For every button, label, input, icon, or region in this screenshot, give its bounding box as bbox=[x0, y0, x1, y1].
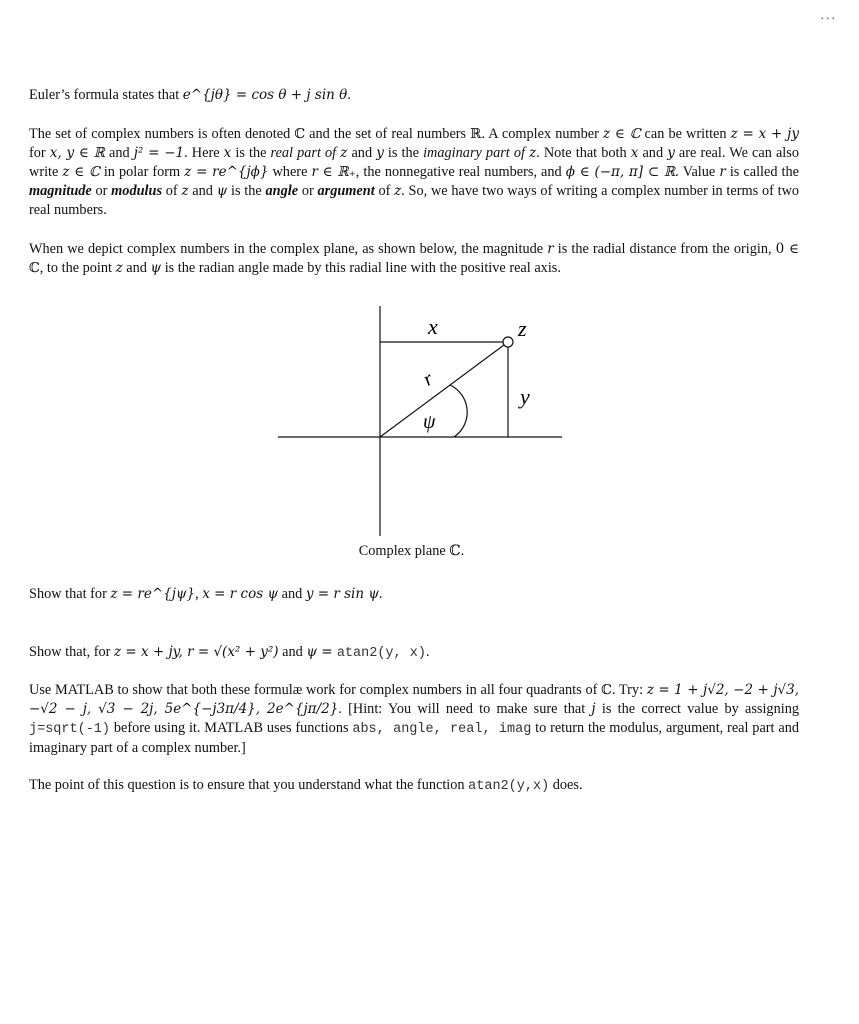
text: where bbox=[268, 164, 312, 180]
text: . So, we have two ways of writing a complex number in terms of two real numbers. bbox=[29, 183, 800, 218]
text: When we depict complex numbers in the complex plane, as shown below, the magnitude bbox=[29, 241, 548, 257]
text: Show that, for bbox=[29, 644, 114, 660]
math: z bbox=[340, 145, 348, 161]
emphasis: magnitude bbox=[29, 183, 92, 199]
math: y = r sin ψ bbox=[305, 586, 379, 602]
label-y: y bbox=[520, 384, 530, 409]
math: z = x + jy bbox=[730, 126, 799, 142]
math: x = r cos ψ bbox=[202, 586, 279, 602]
math: j bbox=[591, 701, 596, 717]
math: r ∈ ℝ₊ bbox=[311, 164, 356, 180]
math: x bbox=[630, 145, 639, 161]
text: or bbox=[298, 183, 318, 199]
code: abs, angle, real, imag bbox=[352, 722, 532, 737]
text: and bbox=[278, 586, 306, 602]
radius-line bbox=[380, 342, 508, 437]
text: is called the bbox=[725, 164, 800, 180]
text: to show that both these formulæ work for complex numbers in all four quadrants of bbox=[113, 682, 602, 698]
math: z bbox=[115, 260, 123, 276]
text: and bbox=[638, 145, 668, 161]
code: atan2(y,x) bbox=[468, 779, 550, 794]
math: z = re^{jψ} bbox=[110, 586, 196, 602]
text: Use bbox=[29, 682, 55, 698]
text: and bbox=[347, 145, 377, 161]
math: ϕ ∈ (−π, π] ⊂ ℝ bbox=[565, 164, 676, 180]
code: atan2(y, x) bbox=[336, 646, 426, 661]
text: in polar form bbox=[99, 164, 185, 180]
text: can be written bbox=[640, 126, 731, 142]
code: j=sqrt(-1) bbox=[29, 722, 111, 737]
text: are real. We can also write bbox=[29, 145, 799, 180]
text: is the correct value by assigning bbox=[595, 701, 800, 717]
math: r bbox=[547, 241, 554, 257]
caption-text: Complex plane ℂ. bbox=[358, 543, 465, 559]
math: y bbox=[376, 145, 384, 161]
math: j² = −1 bbox=[133, 145, 185, 161]
text: Show that for bbox=[29, 586, 111, 602]
text: and bbox=[122, 260, 151, 276]
more-options-icon[interactable]: ... bbox=[820, 8, 837, 23]
text: is the bbox=[383, 145, 424, 161]
text: , to the point bbox=[39, 260, 116, 276]
text: and bbox=[278, 644, 307, 660]
text: , bbox=[195, 586, 203, 602]
math: ψ bbox=[216, 183, 228, 199]
text: of bbox=[162, 183, 182, 199]
show-atan2-paragraph bbox=[29, 643, 799, 663]
euler-formula: e^{jθ} = cos θ + j sin θ bbox=[182, 87, 348, 103]
emphasis: imaginary part of bbox=[423, 145, 525, 161]
point-paragraph bbox=[29, 776, 799, 796]
matlab-name: MATLAB bbox=[55, 682, 114, 698]
euler-paragraph bbox=[29, 86, 799, 105]
text: is the radian angle made by this radial line with the positive real axis. bbox=[161, 260, 561, 276]
text: , the nonnegative real numbers, and bbox=[355, 164, 566, 180]
text: . [Hint: You will need to make sure that bbox=[338, 701, 592, 717]
text: . bbox=[378, 586, 383, 602]
text: of bbox=[374, 183, 395, 199]
math: ψ bbox=[150, 260, 162, 276]
text: is the bbox=[231, 145, 271, 161]
math: y bbox=[667, 145, 675, 161]
text: . Value bbox=[675, 164, 720, 180]
math: z bbox=[181, 183, 189, 199]
math: x, y ∈ ℝ bbox=[49, 145, 105, 161]
point-z-marker bbox=[503, 337, 513, 347]
diagram-caption bbox=[0, 543, 823, 560]
euler-end: . bbox=[347, 87, 351, 103]
text: before using it. bbox=[110, 720, 205, 736]
text: . Note that both bbox=[536, 145, 631, 161]
text: does. bbox=[549, 777, 583, 793]
euler-text: Euler’s formula states that bbox=[29, 87, 183, 103]
text: is the radial distance from the origin, bbox=[553, 241, 776, 257]
text: for bbox=[29, 145, 50, 161]
text: . Try: bbox=[611, 682, 647, 698]
label-z: z bbox=[518, 316, 527, 341]
matlab-paragraph bbox=[29, 681, 799, 758]
text: The set of complex numbers is often denoted bbox=[29, 126, 295, 142]
math: x bbox=[223, 145, 232, 161]
math: z = 1 + j√2, −2 + j√3, −√2 − j, √3 − 2j, 5e^{−j3π/4}, 2e^{jπ/2} bbox=[29, 682, 799, 717]
text: and the set of real numbers bbox=[305, 126, 471, 142]
emphasis: modulus bbox=[111, 183, 163, 199]
label-x: x bbox=[428, 314, 438, 339]
angle-arc bbox=[450, 385, 467, 437]
math: z bbox=[529, 145, 537, 161]
math: 0 ∈ ℂ bbox=[29, 241, 799, 276]
label-r: r bbox=[419, 367, 438, 391]
math: r bbox=[719, 164, 726, 180]
math: z = x + jy, r = √(x² + y²) bbox=[113, 644, 279, 660]
emphasis: argument bbox=[317, 183, 375, 199]
emphasis: real part of bbox=[270, 145, 337, 161]
math: ℂ bbox=[294, 126, 306, 142]
math: z ∈ ℂ bbox=[603, 126, 641, 142]
text: . Here bbox=[184, 145, 224, 161]
math: ψ = bbox=[306, 644, 337, 660]
complex-plane-paragraph bbox=[29, 240, 799, 278]
text: The point of this question is to ensure that you understand what the function bbox=[29, 777, 469, 793]
text: uses functions bbox=[263, 720, 353, 736]
text: . bbox=[425, 644, 430, 660]
text: . A complex number bbox=[481, 126, 603, 142]
complex-definition-paragraph bbox=[29, 125, 799, 220]
math: z ∈ ℂ bbox=[62, 164, 100, 180]
show-polar-paragraph bbox=[29, 585, 799, 604]
math: ℂ bbox=[601, 682, 612, 698]
text: or bbox=[91, 183, 112, 199]
text: is the bbox=[227, 183, 266, 199]
math: ℝ bbox=[470, 126, 482, 142]
complex-plane-diagram bbox=[270, 300, 570, 540]
label-psi: ψ bbox=[423, 411, 436, 433]
text: to return the modulus, argument, real part and imaginary part of a complex number.] bbox=[29, 720, 799, 756]
emphasis: angle bbox=[265, 183, 299, 199]
math: z = re^{jϕ} bbox=[184, 164, 269, 180]
text: and bbox=[188, 183, 217, 199]
matlab-name: MATLAB bbox=[204, 720, 264, 736]
math: z bbox=[394, 183, 402, 199]
text: and bbox=[104, 145, 134, 161]
